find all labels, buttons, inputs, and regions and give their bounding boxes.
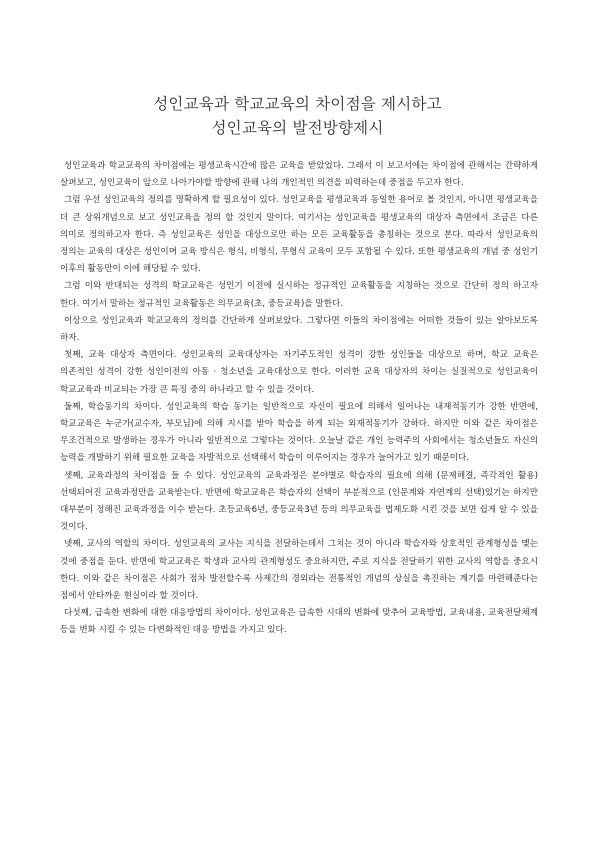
document-title-line-2: 성인교육의 발전방향제시 [211, 119, 384, 137]
paragraph-difference-3: 셋째, 교육과정의 차이점을 들 수 있다. 성인교육의 교육과정은 분야별로 학습자의 필요에 의해 (문제해결, 즉각적인 활용) 선택되어진 교육과정만을 교육받는다. 반면에 학교교육은 학습자의 선택이 부분적으로 (인문계와 자연계의 선택)있기는 하지만 대부분이 정해진 교육과정을 이수 받는다. 초등교육6년, 중등교육3년 등의 의무교육을 법제도화 시킨 것을 보면 쉽게 알 수 있을 것이다. [60, 470, 538, 533]
document-body [60, 158, 538, 640]
paragraph-transition: 이상으로 성인교육과 학교교육의 정의를 간단하게 살펴보았다. 그렇다면 이들의 차이점에는 어떠한 것들이 있는 알아보도록 하자. [60, 315, 538, 344]
paragraph-difference-2: 둘째, 학습동기의 차이다. 성인교육의 학습 동기는 일반적으로 자신이 필요에 의해서 일어나는 내재적동기가 강한 반면에, 학교교육은 누군가(교수자, 부모님)에 의해 지시를 받아 학습을 하게 되는 외재적동기가 강하다. 하지만 이와 같은 차이점은 무조건적으로 발생하는 경우가 아니라 일반적으로 그렇다는 것이다. 오늘날 같은 개인 능력주의 사회에서는 청소년들도 자신의 능력을 개발하기 위해 필요한 교육을 자발적으로 선택해서 학습이 이루어지는 경우가 늘어가고 있기 때문이다. [60, 401, 538, 464]
document-title-line-1: 성인교육과 학교교육의 차이점을 제시하고 [153, 95, 442, 113]
paragraph-difference-4: 넷째, 교사의 역할의 차이다. 성인교육의 교사는 지식을 전달하는데서 그치는 것이 아니라 학습자와 상호적인 관계형성을 맺는 것에 중점을 둔다. 반면에 학교교육은 학생과 교사의 관계형성도 중요하지만, 주로 지식을 전달하기 위한 교사의 역할을 중요시 한다. 이와 같은 차이점은 사회가 점차 발전할수록 사제간의 경외라는 전통적인 개념의 상실을 촉진하는 계기를 마련해준다는 점에서 안타까운 현실이라 할 것이다. [60, 539, 538, 602]
paragraph-definition-school-education: 그럼 이와 반대되는 성격의 학교교육은 성인기 이전에 실시하는 정규적인 교육활동을 지칭하는 것으로 간단히 정의 하고자 한다. 여기서 말하는 정규적인 교육활동은 의무교육(초, 중등교육)을 말한다. [60, 281, 538, 309]
paragraph-difference-1: 첫째, 교육 대상자 측면이다. 성인교육의 교육대상자는 자기주도적인 성격이 강한 성인들을 대상으로 하며, 학교 교육은 의존적인 성격이 강한 성인이전의 아동 · 청소년을 교육대상으로 한다. 이러한 교육 대상자의 차이는 실질적으로 성인교육이 학교교육과 비교되는 가장 큰 특징 중의 하나라고 할 수 있을 것이다. [60, 350, 538, 395]
paragraph-difference-5: 다섯째, 급속한 변화에 대한 대응방법의 차이이다. 성인교육은 급속한 시대의 변화에 맞추어 교육방법, 교육내용, 교육전달체계 등을 변화 시킬 수 있는 다변화적인 대응 방법을 가지고 있다. [60, 608, 538, 636]
paragraph-definition-adult-education: 그럼 우선 성인교육의 정의를 명확하게 할 필요성이 있다. 성인교육을 평생교육과 동일한 용어로 볼 것인지, 아니면 평생교육을 더 큰 상위개념으로 보고 성인교육을 정의 할 것인지 말이다. 여기서는 성인교육을 평생교육의 대상자 측면에서 조금은 다른 의미로 정의하고자 한다. 즉 성인교육은 성인을 대상으로만 하는 모든 교육활동을 총칭하는 것으로 본다. 따라서 성인교육의 정의는 교육의 대상은 성인이며 교육 방식은 형식, 비형식, 무형식 교육이 모두 포함될 수 있다. 또한 평생교육의 개념 중 성인기 이후의 활동만이 이에 해당될 수 있다. [60, 195, 538, 275]
paragraph-intro: 성인교육과 학교교육의 차이점에는 평생교육시간에 많은 교육을 받았었다. 그래서 이 보고서에는 차이점에 관해서는 간략하게 살펴보고, 성인교육이 앞으로 나아가야할 방향에 관해 나의 개인적인 의견을 피력하는데 중점을 두고자 한다. [60, 161, 538, 189]
